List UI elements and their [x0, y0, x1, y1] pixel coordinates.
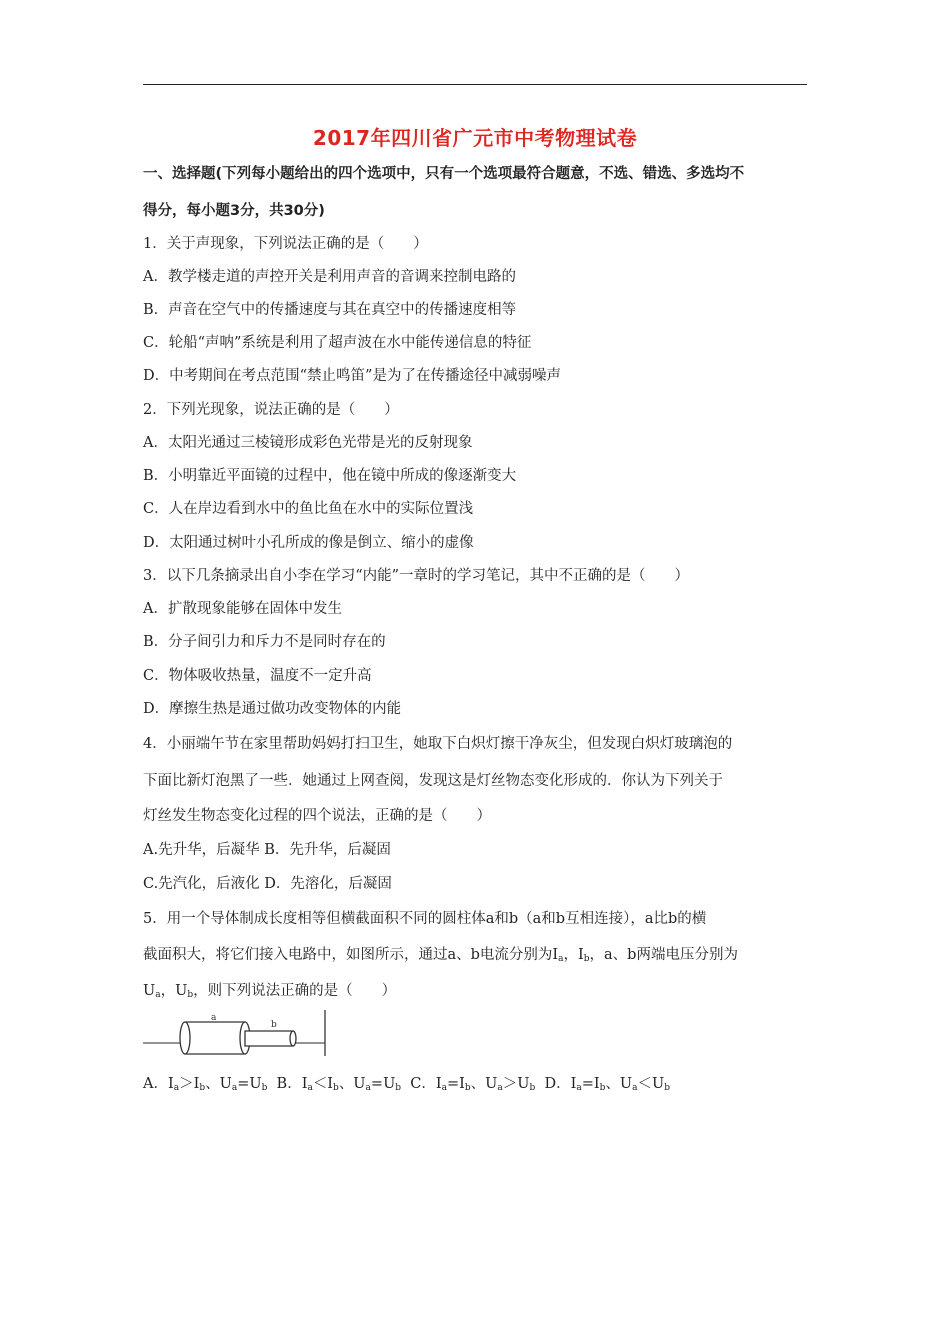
q4-stem-line3: 灯丝发生物态变化过程的四个说法，正确的是（ ） — [143, 808, 491, 824]
q2-option-d: D．太阳通过树叶小孔所成的像是倒立、缩小的虚像 — [143, 535, 474, 551]
q4-options-line2: C.先汽化，后液化 D．先溶化，后凝固 — [143, 876, 392, 892]
header-rule — [143, 84, 807, 85]
q4-stem-line2: 下面比新灯泡黑了一些．她通过上网查阅，发现这是灯丝物态变化形成的．你认为下列关于 — [143, 773, 723, 789]
q3-option-b: B．分子间引力和斥力不是同时存在的 — [143, 634, 386, 650]
page-title: 2017年四川省广元市中考物理试卷 — [312, 126, 638, 150]
q1-option-a: A．教学楼走道的声控开关是利用声音的音调来控制电路的 — [143, 269, 516, 285]
conductor-figure — [143, 1010, 327, 1060]
q3-stem: 3．以下几条摘录出自小李在学习“内能”一章时的学习笔记，其中不正确的是（ ） — [143, 568, 690, 584]
q5-stem-line3: $U_a$，$U_b$，则下列说法正确的是（ ） — [143, 983, 397, 1000]
q1-stem: 1．关于声现象，下列说法正确的是（ ） — [143, 236, 428, 252]
q5-stem-line2: 截面积大，将它们接入电路中，如图所示，通过a、b电流分别为$I_a$，$I_b$，a、b两端电压分别为 — [143, 947, 738, 964]
q1-option-d: D．中考期间在考点范围“禁止鸣笛”是为了在传播途径中减弱噪声 — [143, 368, 561, 384]
q4-options-line1: A.先升华，后凝华 B．先升华，后凝固 — [143, 842, 391, 858]
section-heading-line2: 得分，每小题3分，共30分) — [143, 203, 325, 219]
figure-label-a: a — [211, 1013, 217, 1023]
q1-option-b: B．声音在空气中的传播速度与其在真空中的传播速度相等 — [143, 302, 517, 318]
q2-option-b: B．小明靠近平面镜的过程中，他在镜中所成的像逐渐变大 — [143, 468, 517, 484]
q1-option-c: C．轮船“声呐”系统是利用了超声波在水中能传递信息的特征 — [143, 335, 532, 351]
q3-option-a: A．扩散现象能够在固体中发生 — [143, 601, 342, 617]
q2-option-c: C．人在岸边看到水中的鱼比鱼在水中的实际位置浅 — [143, 501, 474, 517]
q3-option-d: D．摩擦生热是通过做功改变物体的内能 — [143, 701, 402, 717]
q2-stem: 2．下列光现象，说法正确的是（ ） — [143, 402, 399, 418]
q5-stem-line1: 5．用一个导体制成长度相等但横截面积不同的圆柱体a和b（a和b互相连接），a比b的横 — [143, 911, 707, 927]
q5-options: A．$I_a>I_b$、$U_a=U_b$ B．$I_a<I_b$、$U_a=U_b$ C．$I_a=I_b$、$U_a>U_b$ D．$I_a=I_b$、$U_a<U_b$ — [143, 1076, 670, 1093]
q2-option-a: A．太阳光通过三棱镜形成彩色光带是光的反射现象 — [143, 435, 473, 451]
q4-stem-line1: 4．小丽端午节在家里帮助妈妈打扫卫生，她取下白炽灯擦干净灰尘，但发现白炽灯玻璃泡的 — [143, 736, 733, 752]
figure-label-b: b — [271, 1020, 277, 1030]
q3-option-c: C．物体吸收热量，温度不一定升高 — [143, 668, 372, 684]
section-heading-line1: 一、选择题(下列每小题给出的四个选项中，只有一个选项最符合题意，不选、错选、多选均不 — [143, 166, 745, 182]
